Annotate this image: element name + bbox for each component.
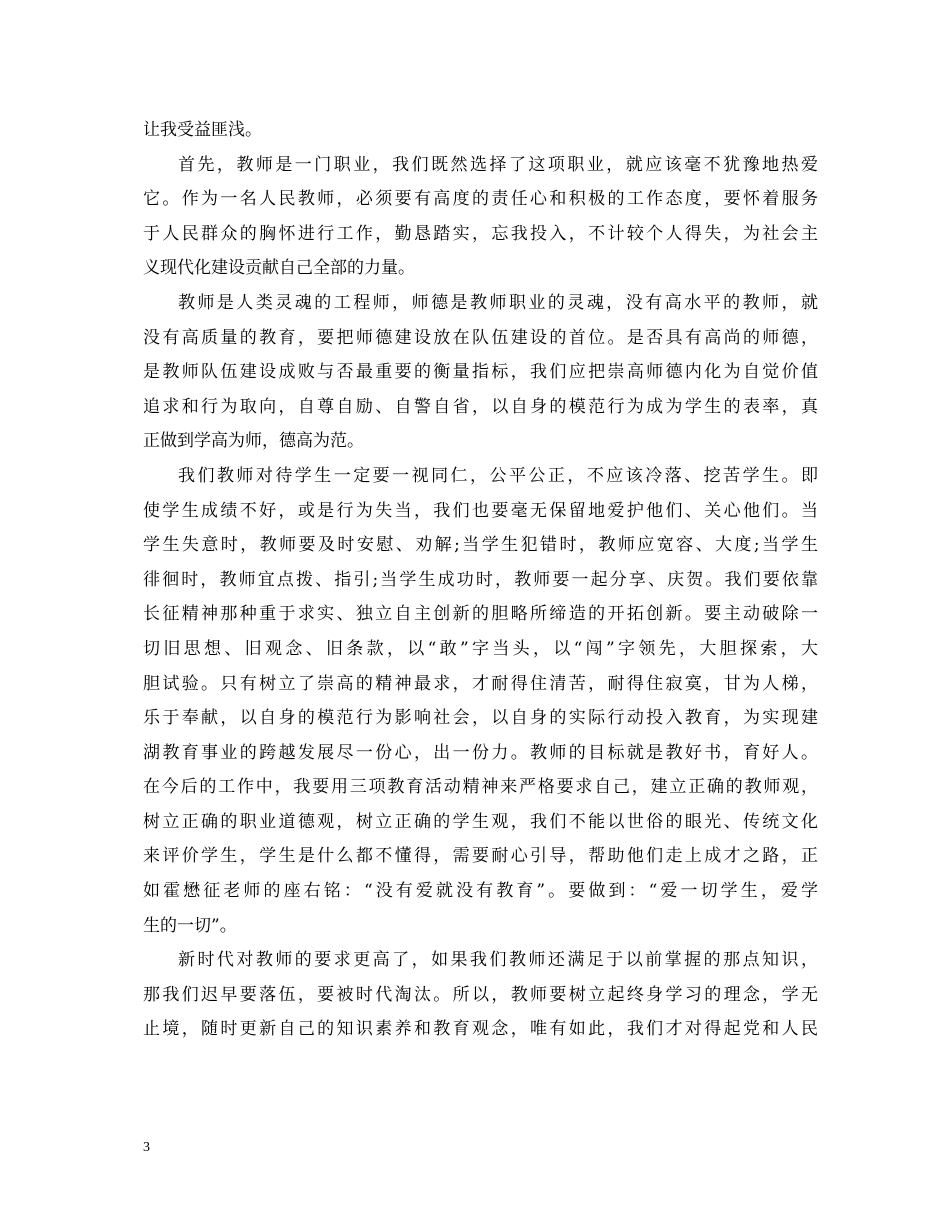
text-line: 来评价学生，学生是什么都不懂得，需要耐心引导，帮助他们走上成才之路，正 [143,846,818,867]
text-line: 湖教育事业的跨越发展尽一份心，出一份力。教师的目标就是教好书，育好人。 [143,742,818,763]
text-line: 切旧思想、旧观念、旧条款，以“敢”字当头，以“闯”字领先，大胆探索，大 [143,638,818,659]
text-line: 生的一切”。 [143,915,237,936]
text-line: 如霍懋征老师的座右铭：“没有爱就没有教育”。要做到：“爱一切学生，爱学 [143,881,818,902]
text-line: 使学生成绩不好，或是行为失当，我们也要毫无保留地爱护他们、关心他们。当 [143,500,818,521]
text-line: 乐于奉献，以自身的模范行为影响社会，以自身的实际行动投入教育，为实现建 [143,708,818,729]
text-line: 那我们迟早要落伍，要被时代淘汰。所以，教师要树立起终身学习的理念，学无 [143,984,818,1005]
text-line: 教师是人类灵魂的工程师，师德是教师职业的灵魂，没有高水平的教师，就 [178,292,818,313]
text-line: 让我受益匪浅。 [143,120,262,140]
text-line: 新时代对教师的要求更高了，如果我们教师还满足于以前掌握的那点知识， [178,950,818,971]
text-line: 徘徊时，教师宜点拨、指引;当学生成功时，教师要一起分享、庆贺。我们要依靠 [143,569,818,590]
text-line: 在今后的工作中，我要用三项教育活动精神来严格要求自己，建立正确的教师观， [143,777,818,798]
text-line: 我们教师对待学生一定要一视同仁，公平公正，不应该冷落、挖苦学生。即 [178,465,818,486]
text-line: 追求和行为取向，自尊自励、自警自省，以自身的模范行为成为学生的表率，真 [143,396,818,417]
page-number: 3 [143,1140,150,1155]
text-line: 它。作为一名人民教师，必须要有高度的责任心和积极的工作态度，要怀着服务 [143,189,818,210]
body-text [143,113,818,1047]
text-line: 树立正确的职业道德观，树立正确的学生观，我们不能以世俗的眼光、传统文化 [143,811,818,832]
text-line: 没有高质量的教育，要把师德建设放在队伍建设的首位。是否具有高尚的师德， [143,327,818,348]
text-line: 止境，随时更新自己的知识素养和教育观念，唯有如此，我们才对得起党和人民 [143,1019,818,1040]
text-line: 于人民群众的胸怀进行工作，勤恳踏实，忘我投入，不计较个人得失，为社会主 [143,223,818,244]
text-line: 义现代化建设贡献自己全部的力量。 [143,258,415,279]
text-line: 长征精神那种重于求实、独立自主创新的胆略所缔造的开拓创新。要主动破除一 [143,604,818,625]
text-line: 胆试验。只有树立了崇高的精神最求，才耐得住清苦，耐得住寂寞，甘为人梯， [143,673,818,694]
text-line: 正做到学高为师，德高为范。 [143,431,364,452]
text-line: 首先，教师是一门职业，我们既然选择了这项职业，就应该毫不犹豫地热爱 [178,154,818,175]
text-line: 是教师队伍建设成败与否最重要的衡量指标，我们应把崇高师德内化为自觉价值 [143,362,818,383]
text-line: 学生失意时，教师要及时安慰、劝解;当学生犯错时，教师应宽容、大度;当学生 [143,535,818,556]
